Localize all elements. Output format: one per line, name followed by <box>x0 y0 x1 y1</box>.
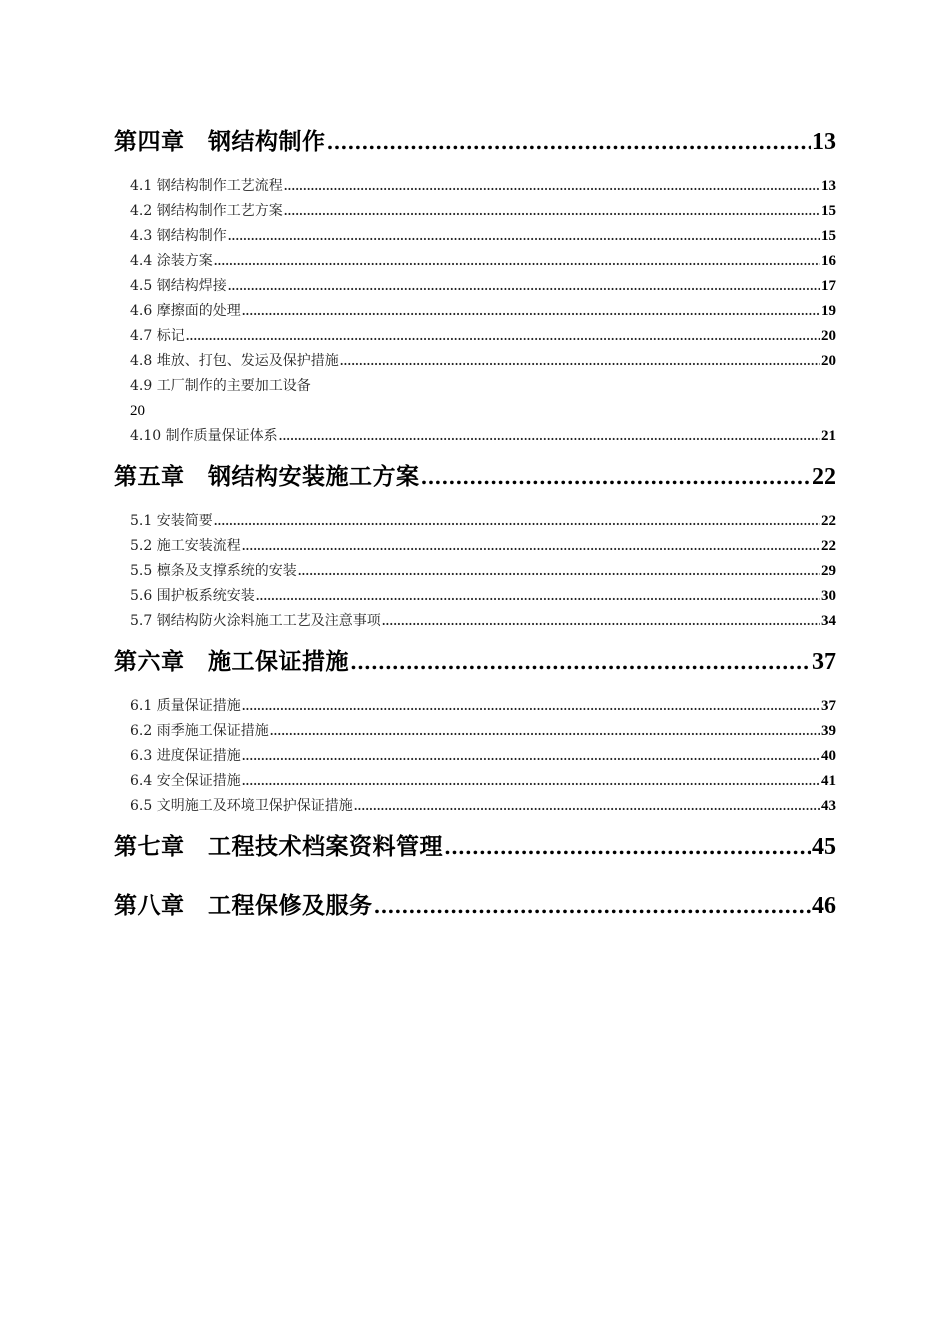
toc-chapter-8[interactable] <box>114 886 836 926</box>
section-title: 5.6 围护板系统安装 <box>130 588 255 604</box>
page-number: 45 <box>812 834 836 860</box>
dot-leader <box>242 744 820 769</box>
chapter-title: 第六章 施工保证措施 <box>114 648 349 675</box>
section-title: 4.9 工厂制作的主要加工设备 <box>130 378 311 394</box>
section-title: 6.3 进度保证措施 <box>130 748 241 764</box>
page-number: 37 <box>812 649 836 675</box>
section-title: 4.8 堆放、打包、发运及保护措施 <box>130 353 339 369</box>
toc-section-4-7[interactable] <box>114 324 836 349</box>
section-title: 4.1 钢结构制作工艺流程 <box>130 178 283 194</box>
page-number: 21 <box>821 428 836 444</box>
page-number: 34 <box>821 613 836 629</box>
page-number: 22 <box>821 538 836 554</box>
page-number: 40 <box>821 748 836 764</box>
section-title: 5.2 施工安装流程 <box>130 538 241 554</box>
dot-leader <box>340 349 820 374</box>
section-title: 4.5 钢结构焊接 <box>130 278 227 294</box>
section-title: 4.2 钢结构制作工艺方案 <box>130 203 283 219</box>
toc-chapter-4[interactable] <box>114 122 836 162</box>
section-title: 4.6 摩擦面的处理 <box>130 303 241 319</box>
toc-section-6-3[interactable] <box>114 744 836 769</box>
dot-leader <box>270 719 820 744</box>
section-title: 4.7 标记 <box>130 328 185 344</box>
toc-section-6-2[interactable] <box>114 719 836 744</box>
chapter-title: 第五章 钢结构安装施工方案 <box>114 463 420 490</box>
toc-chapter-6[interactable] <box>114 642 836 682</box>
dot-leader <box>242 534 820 559</box>
page-number: 20 <box>130 403 145 419</box>
dot-leader <box>284 199 820 224</box>
section-title: 6.1 质量保证措施 <box>130 698 241 714</box>
dot-leader <box>284 174 820 199</box>
dot-leader <box>228 274 820 299</box>
toc-section-4-4[interactable] <box>114 249 836 274</box>
dot-leader <box>214 509 820 534</box>
dot-leader <box>214 249 820 274</box>
toc-chapter-5[interactable] <box>114 457 836 497</box>
page-number: 19 <box>821 303 836 319</box>
section-title: 4.10 制作质量保证体系 <box>130 428 278 444</box>
section-title: 5.7 钢结构防火涂料施工工艺及注意事项 <box>130 613 381 629</box>
dot-leader <box>327 122 812 162</box>
toc-section-5-2[interactable] <box>114 534 836 559</box>
dot-leader <box>374 886 812 926</box>
section-title: 6.2 雨季施工保证措施 <box>130 723 269 739</box>
page-number: 20 <box>821 353 836 369</box>
toc-section-5-5[interactable] <box>114 559 836 584</box>
section-title: 4.3 钢结构制作 <box>130 228 227 244</box>
section-title: 5.5 檩条及支撑系统的安装 <box>130 563 297 579</box>
toc-section-4-3[interactable] <box>114 224 836 249</box>
page-number: 13 <box>821 178 836 194</box>
page-number: 30 <box>821 588 836 604</box>
page-number: 22 <box>821 513 836 529</box>
chapter-title: 第七章 工程技术档案资料管理 <box>114 833 443 860</box>
table-of-contents <box>114 122 836 926</box>
page-number: 17 <box>821 278 836 294</box>
page-number: 15 <box>821 228 836 244</box>
page-number: 46 <box>812 893 836 919</box>
toc-section-4-1[interactable] <box>114 174 836 199</box>
dot-leader <box>256 584 820 609</box>
page-number: 16 <box>821 253 836 269</box>
dot-leader <box>298 559 820 584</box>
toc-section-4-8[interactable] <box>114 349 836 374</box>
page-number: 15 <box>821 203 836 219</box>
toc-section-6-4[interactable] <box>114 769 836 794</box>
dot-leader <box>350 642 811 682</box>
toc-section-5-6[interactable] <box>114 584 836 609</box>
section-title: 6.5 文明施工及环境卫保护保证措施 <box>130 798 353 814</box>
chapter-title: 第四章 钢结构制作 <box>114 128 326 155</box>
dot-leader <box>354 794 820 819</box>
page-number: 13 <box>812 129 836 155</box>
page-number: 43 <box>821 798 836 814</box>
section-title: 5.1 安装简要 <box>130 513 213 529</box>
page-number: 41 <box>821 773 836 789</box>
dot-leader <box>421 457 812 497</box>
section-title: 6.4 安全保证措施 <box>130 773 241 789</box>
dot-leader <box>382 609 820 634</box>
toc-section-6-5[interactable] <box>114 794 836 819</box>
dot-leader <box>242 694 820 719</box>
dot-leader <box>186 324 820 349</box>
toc-section-4-5[interactable] <box>114 274 836 299</box>
chapter-title: 第八章 工程保修及服务 <box>114 892 373 919</box>
dot-leader <box>279 424 820 449</box>
toc-chapter-7[interactable] <box>114 827 836 867</box>
toc-section-6-1[interactable] <box>114 694 836 719</box>
dot-leader <box>242 299 820 324</box>
dot-leader <box>242 769 820 794</box>
toc-section-5-1[interactable] <box>114 509 836 534</box>
section-title: 4.4 涂装方案 <box>130 253 213 269</box>
dot-leader <box>228 224 820 249</box>
page-number: 20 <box>821 328 836 344</box>
toc-section-4-6[interactable] <box>114 299 836 324</box>
dot-leader <box>444 827 811 867</box>
toc-section-4-10[interactable] <box>114 424 836 449</box>
page-number: 22 <box>812 464 836 490</box>
toc-section-4-9[interactable] <box>114 374 836 424</box>
page-number: 29 <box>821 563 836 579</box>
toc-section-5-7[interactable] <box>114 609 836 634</box>
toc-section-4-2[interactable] <box>114 199 836 224</box>
page-number: 37 <box>821 698 836 714</box>
page-number: 39 <box>821 723 836 739</box>
